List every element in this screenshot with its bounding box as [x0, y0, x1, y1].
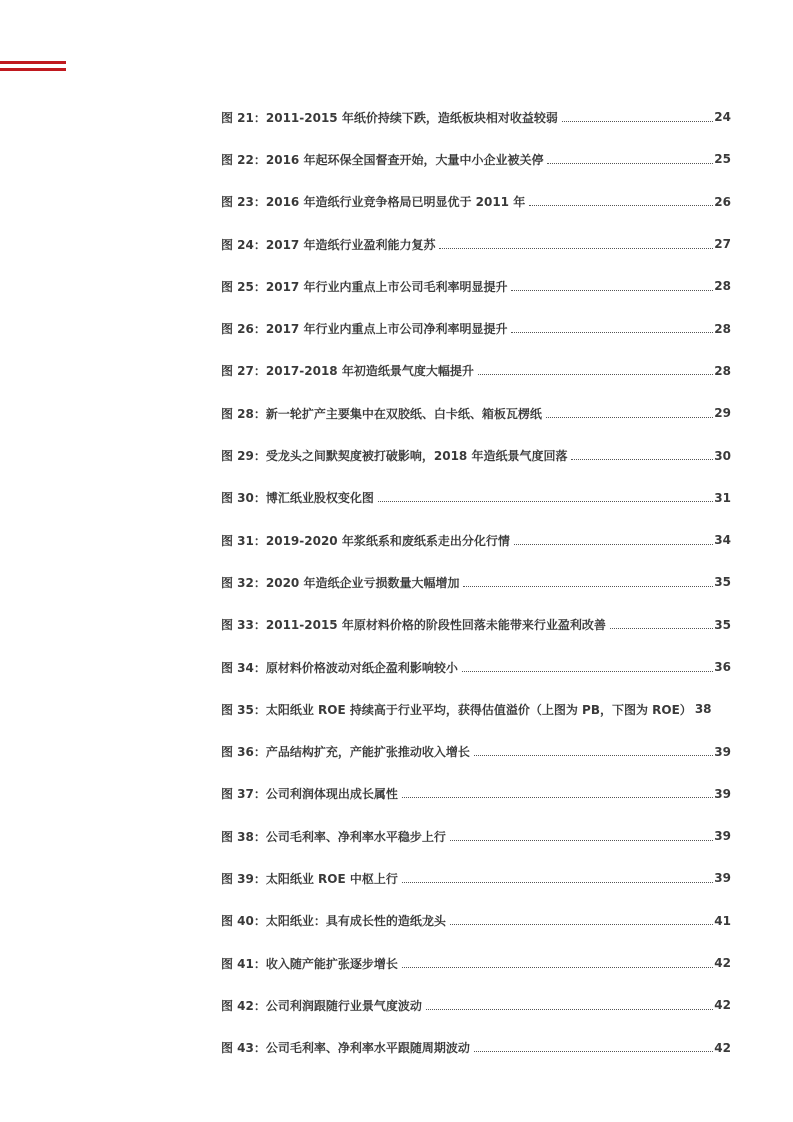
toc-item[interactable]	[221, 646, 731, 688]
toc-item-label: 图 35：太阳纸业 ROE 持续高于行业平均，获得估值溢价（上图为 PB，下图为 ROE）	[221, 702, 692, 717]
toc-item-label: 图 34：原材料价格波动对纸企盈利影响较小	[221, 660, 458, 675]
toc-item-page-number: 42	[714, 956, 731, 971]
toc-item-label: 图 41：收入随产能扩张逐步增长	[221, 956, 398, 971]
toc-item-page-number: 25	[714, 152, 731, 167]
toc-dot-leader	[402, 882, 713, 883]
toc-dot-leader	[450, 840, 713, 841]
toc-dot-leader	[439, 248, 713, 249]
toc-item-label: 图 23：2016 年造纸行业竞争格局已明显优于 2011 年	[221, 195, 526, 210]
toc-item-label: 图 39：太阳纸业 ROE 中枢上行	[221, 871, 398, 886]
toc-item-page-number: 39	[714, 786, 731, 801]
toc-item-label: 图 25：2017 年行业内重点上市公司毛利率明显提升	[221, 279, 508, 294]
toc-item[interactable]	[221, 392, 731, 434]
toc-item-page-number: 42	[714, 1040, 731, 1055]
toc-item-page-number: 36	[714, 660, 731, 674]
toc-dot-leader	[511, 290, 713, 291]
toc-item-page-number: 28	[714, 321, 731, 336]
toc-dot-leader	[462, 671, 713, 672]
toc-item[interactable]	[221, 138, 731, 180]
toc-item-page-number: 42	[714, 998, 731, 1013]
toc-item[interactable]	[221, 434, 731, 476]
toc-item[interactable]	[221, 1027, 731, 1069]
toc-item-label: 图 26：2017 年行业内重点上市公司净利率明显提升	[221, 322, 508, 337]
toc-item-page-number: 28	[714, 279, 731, 294]
toc-item-label: 图 29：受龙头之间默契度被打破影响，2018 年造纸景气度回落	[221, 449, 568, 464]
toc-item-page-number: 27	[714, 237, 731, 252]
toc-dot-leader	[547, 163, 713, 164]
toc-dot-leader	[514, 544, 713, 545]
brand-bar-bottom	[0, 68, 66, 71]
toc-item[interactable]	[221, 265, 731, 307]
toc-item-page-number: 24	[714, 110, 731, 125]
toc-dot-leader	[450, 924, 713, 925]
toc-dot-leader	[610, 628, 713, 629]
toc-item[interactable]	[221, 857, 731, 899]
toc-dot-leader	[546, 417, 713, 418]
toc-item-label: 图 31：2019-2020 年浆纸系和废纸系走出分化行情	[221, 533, 510, 548]
toc-item-page-number: 35	[714, 575, 731, 590]
toc-item[interactable]	[221, 688, 731, 730]
toc-item[interactable]	[221, 604, 731, 646]
toc-item-label: 图 22：2016 年起环保全国督查开始，大量中小企业被关停	[221, 152, 544, 167]
toc-item-label: 图 24：2017 年造纸行业盈利能力复苏	[221, 237, 436, 252]
toc-item[interactable]	[221, 96, 731, 138]
toc-item-label: 图 40：太阳纸业：具有成长性的造纸龙头	[221, 914, 446, 929]
toc-item-label: 图 43：公司毛利率、净利率水平跟随周期波动	[221, 1041, 470, 1056]
toc-item[interactable]	[221, 223, 731, 265]
toc-item[interactable]	[221, 730, 731, 772]
toc-item-page-number: 41	[714, 913, 731, 928]
toc-item-page-number: 31	[714, 490, 731, 505]
toc-item-page-number: 35	[714, 617, 731, 632]
toc-dot-leader	[478, 374, 713, 375]
toc-dot-leader	[402, 797, 713, 798]
toc-item-page-number: 38	[694, 702, 712, 717]
toc-item[interactable]	[221, 561, 731, 603]
toc-dot-leader	[529, 205, 713, 206]
toc-dot-leader	[426, 1009, 713, 1010]
toc-item[interactable]	[221, 942, 731, 984]
toc-item-page-number: 39	[714, 829, 731, 844]
toc-dot-leader	[562, 121, 713, 122]
toc-dot-leader	[571, 459, 713, 460]
toc-dot-leader	[511, 332, 713, 333]
toc-item-label: 图 30：博汇纸业股权变化图	[221, 491, 374, 506]
toc-item-label: 图 33：2011-2015 年原材料价格的阶段性回落未能带来行业盈利改善	[221, 618, 606, 633]
table-of-figures	[221, 96, 731, 1069]
toc-item[interactable]	[221, 815, 731, 857]
toc-item-label: 图 42：公司利润跟随行业景气度波动	[221, 998, 422, 1013]
toc-dot-leader	[474, 1051, 713, 1052]
toc-item-label: 图 28：新一轮扩产主要集中在双胶纸、白卡纸、箱板瓦楞纸	[221, 406, 542, 421]
toc-item-page-number: 26	[714, 194, 731, 209]
toc-item[interactable]	[221, 519, 731, 561]
toc-item-label: 图 37：公司利润体现出成长属性	[221, 787, 398, 802]
toc-dot-leader	[378, 501, 713, 502]
toc-item-label: 图 36：产品结构扩充，产能扩张推动收入增长	[221, 745, 470, 760]
toc-item-label: 图 21：2011-2015 年纸价持续下跌，造纸板块相对收益较弱	[221, 110, 558, 125]
toc-item-page-number: 39	[714, 871, 731, 886]
brand-bar-top	[0, 61, 66, 64]
toc-item-page-number: 34	[714, 533, 731, 548]
toc-item[interactable]	[221, 900, 731, 942]
toc-item-page-number: 30	[714, 448, 731, 463]
toc-item-label: 图 32：2020 年造纸企业亏损数量大幅增加	[221, 575, 460, 590]
toc-item[interactable]	[221, 350, 731, 392]
toc-dot-leader	[402, 967, 713, 968]
toc-dot-leader	[463, 586, 713, 587]
toc-item-label: 图 38：公司毛利率、净利率水平稳步上行	[221, 829, 446, 844]
toc-item-page-number: 29	[714, 406, 731, 421]
toc-item-page-number: 39	[714, 744, 731, 759]
toc-item-label: 图 27：2017-2018 年初造纸景气度大幅提升	[221, 364, 474, 379]
toc-item[interactable]	[221, 477, 731, 519]
toc-dot-leader	[474, 755, 713, 756]
toc-item[interactable]	[221, 773, 731, 815]
toc-item-page-number: 28	[714, 363, 731, 378]
toc-item[interactable]	[221, 984, 731, 1026]
toc-item[interactable]	[221, 307, 731, 349]
toc-item[interactable]	[221, 181, 731, 223]
